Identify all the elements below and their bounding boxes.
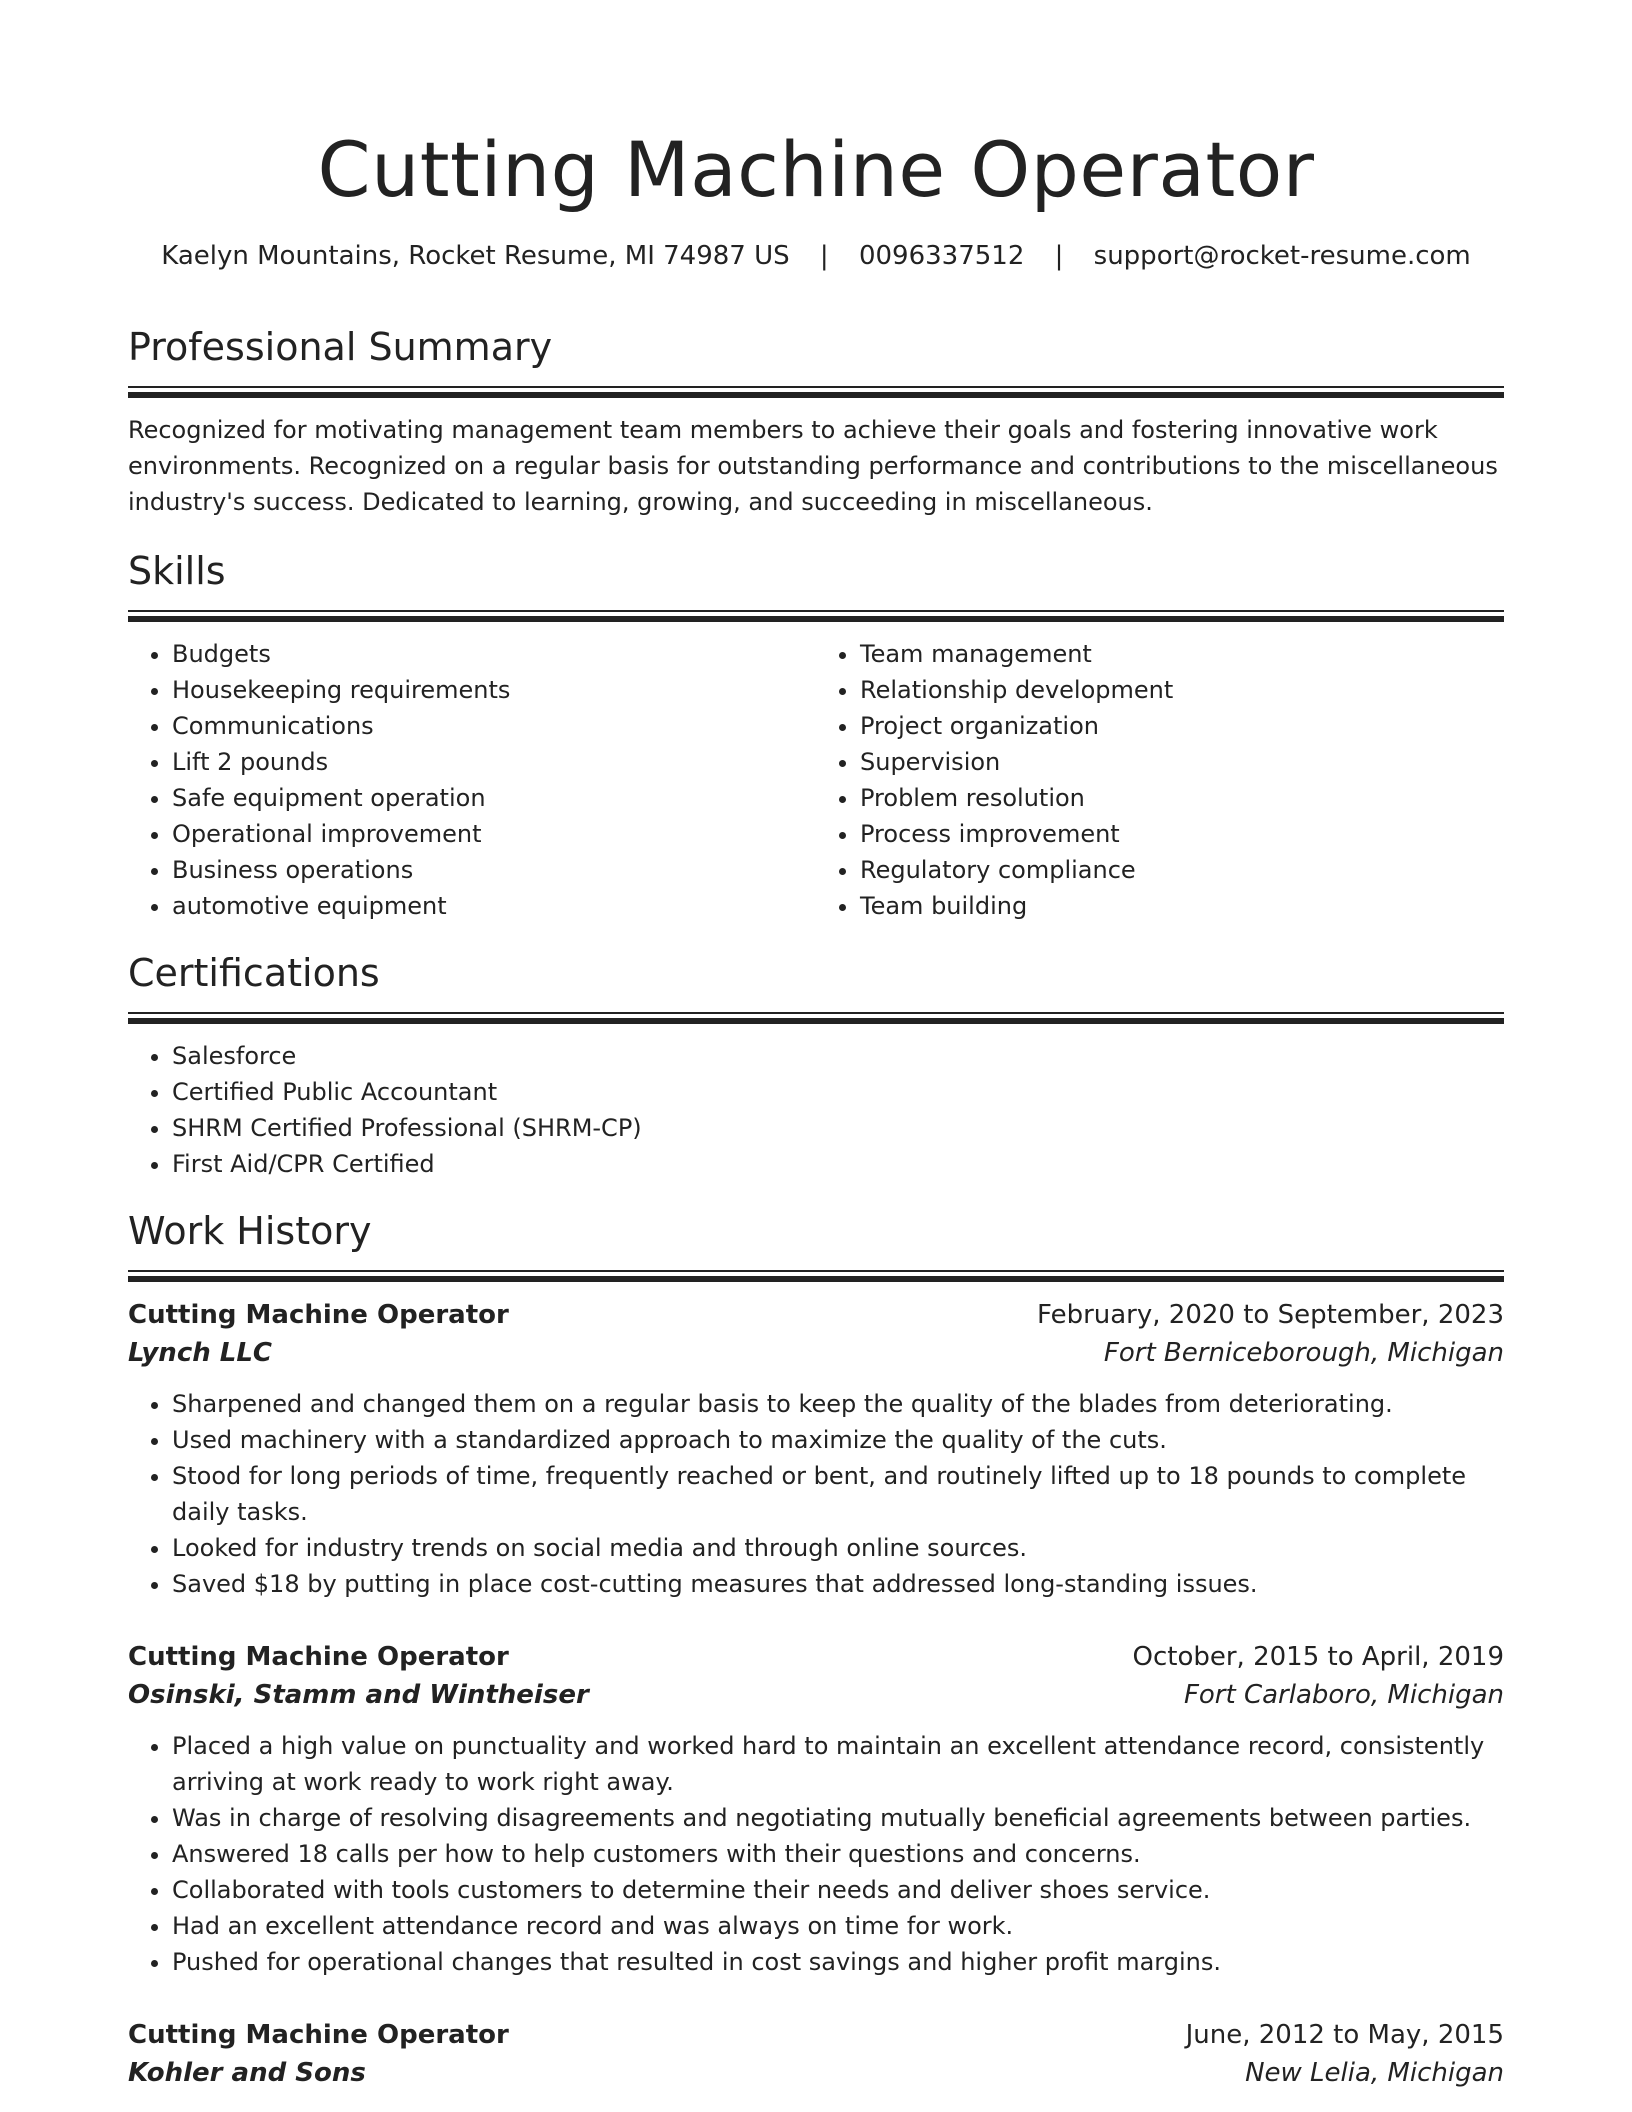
work-history-section [128,1206,1504,2092]
job-header-row [128,1296,1504,1334]
skill-item: • Project organization [860,708,1504,744]
job-company-row [128,2054,1504,2092]
contact-email: support@rocket-resume.com [1093,241,1471,271]
skill-item: • Communications [172,708,816,744]
job-bullet: • Had an excellent attendance record and was always on time for work. [172,1908,1504,1944]
job-bullet: • Answered 18 calls per how to help customers with their questions and concerns. [172,1836,1504,1872]
certification-item: • SHRM Certified Professional (SHRM-CP) [172,1110,1504,1146]
skill-item: • Process improvement [860,816,1504,852]
job-bullet: • Looked for industry trends on social media and through online sources. [172,1530,1504,1566]
job-company: Osinski, Stamm and Wintheiser [128,1680,589,1710]
job-bullets [128,1386,1504,1602]
skill-item: • Relationship development [860,672,1504,708]
job-bullet: • Sharpened and changed them on a regular basis to keep the quality of the blades from deteriorating. [172,1386,1504,1422]
skill-item: • Business operations [172,852,816,888]
skill-item: • Lift 2 pounds [172,744,816,780]
job-title: Cutting Machine Operator [128,1642,509,1672]
skills-columns [128,636,1504,924]
skills-heading: Skills [128,549,226,593]
certification-item: • Salesforce [172,1038,1504,1074]
job-bullet: • Placed a high value on punctuality and worked hard to maintain an excellent attendance record, consistently arriving at work ready to work right away. [172,1728,1504,1800]
contact-line [128,238,1504,274]
summary-heading: Professional Summary [128,325,553,369]
job-company: Kohler and Sons [128,2058,366,2088]
skill-item: • Operational improvement [172,816,816,852]
job-location: New Lelia, Michigan [1245,2058,1504,2088]
contact-address: Kaelyn Mountains, Rocket Resume, MI 74987 US [161,241,790,271]
job-header-row [128,2016,1504,2054]
job-header-row [128,1638,1504,1676]
skills-section [128,546,1504,924]
skill-item: • Regulatory compliance [860,852,1504,888]
skill-item: • Team management [860,636,1504,672]
job-entry [128,2016,1504,2092]
summary-section [128,322,1504,520]
section-divider [128,1270,1504,1282]
job-company-row [128,1334,1504,1372]
section-divider [128,1012,1504,1024]
job-bullet: • Was in charge of resolving disagreements and negotiating mutually beneficial agreements between parties. [172,1800,1504,1836]
job-bullet: • Pushed for operational changes that resulted in cost savings and higher profit margins. [172,1944,1504,1980]
certification-item: • Certified Public Accountant [172,1074,1504,1110]
job-bullet: • Used machinery with a standardized approach to maximize the quality of the cuts. [172,1422,1504,1458]
job-company: Lynch LLC [128,1338,273,1368]
skill-item: • automotive equipment [172,888,816,924]
skill-item: • Supervision [860,744,1504,780]
job-dates: February, 2020 to September, 2023 [1037,1300,1504,1330]
contact-phone: 0096337512 [858,241,1025,271]
job-dates: June, 2012 to May, 2015 [1185,2020,1504,2050]
certification-item: • First Aid/CPR Certified [172,1146,1504,1182]
work-history-heading: Work History [128,1209,372,1253]
certifications-heading: Certifications [128,951,380,995]
skill-item: • Budgets [172,636,816,672]
job-company-row [128,1676,1504,1714]
job-entry [128,1638,1504,1980]
section-divider [128,610,1504,622]
job-bullet: • Saved $18 by putting in place cost-cutting measures that addressed long-standing issues. [172,1566,1504,1602]
certifications-section [128,948,1504,1182]
section-divider [128,386,1504,398]
job-title: Cutting Machine Operator [128,1300,509,1330]
resume-page [128,0,1504,2092]
skill-item: • Housekeeping requirements [172,672,816,708]
skill-item: • Problem resolution [860,780,1504,816]
job-entry [128,1296,1504,1602]
job-bullet: • Collaborated with tools customers to determine their needs and deliver shoes service. [172,1872,1504,1908]
skill-item: • Safe equipment operation [172,780,816,816]
summary-text: Recognized for motivating management team members to achieve their goals and fostering innovative work environments. Recognized on a regular basis for outstanding performance and contributions to the miscellaneous industry's success. Dedicated to learning, growing, and succeeding in miscellaneous. [128,416,1498,516]
job-location: Fort Berniceborough, Michigan [1103,1338,1504,1368]
job-title: Cutting Machine Operator [128,2020,509,2050]
certifications-list [128,1038,1504,1182]
contact-separator: | [819,241,829,271]
resume-title: Cutting Machine Operator [317,125,1315,214]
skills-left-list [128,636,816,924]
skill-item: • Team building [860,888,1504,924]
job-bullet: • Stood for long periods of time, frequently reached or bent, and routinely lifted up to 18 pounds to complete daily tasks. [172,1458,1504,1530]
contact-separator: | [1054,241,1064,271]
job-bullets [128,1728,1504,1980]
job-location: Fort Carlaboro, Michigan [1183,1680,1504,1710]
job-dates: October, 2015 to April, 2019 [1132,1642,1504,1672]
skills-right-list [816,636,1504,924]
